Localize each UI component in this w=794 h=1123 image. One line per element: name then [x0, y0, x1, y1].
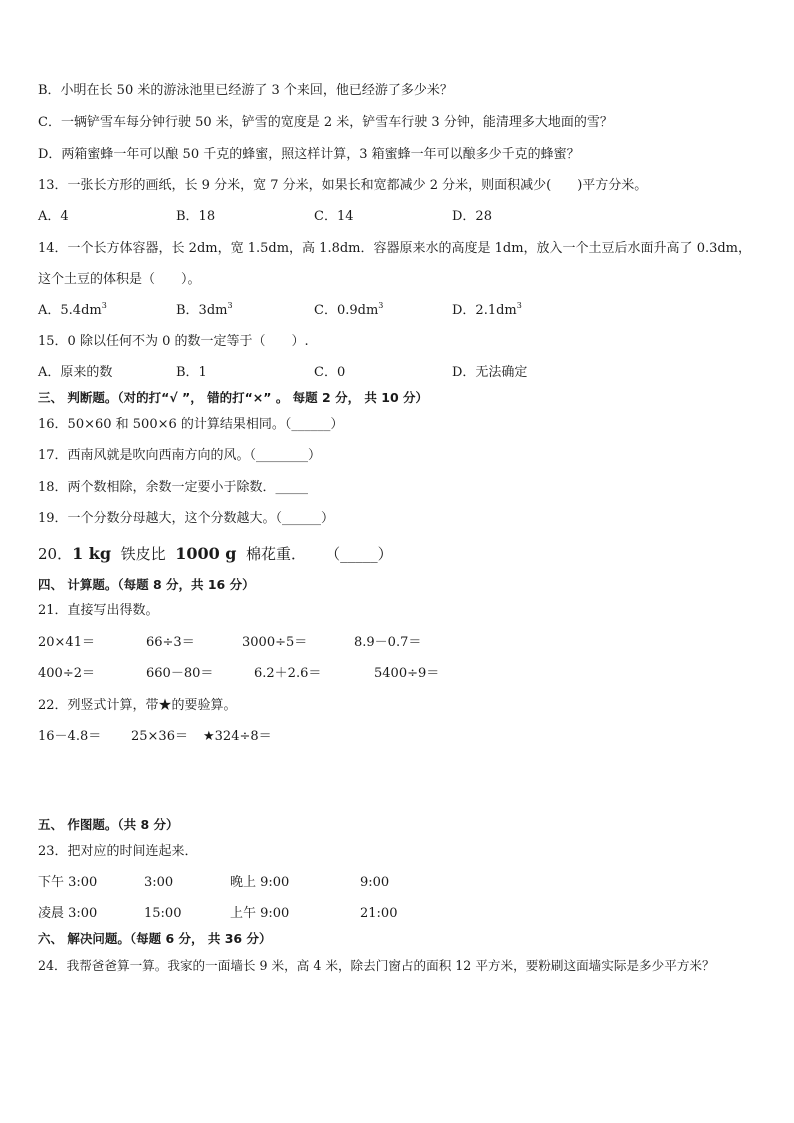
q21-item: 5400÷9＝ — [374, 666, 440, 681]
q23-time-left: 3:00 — [144, 875, 174, 890]
q14-option-d: D．$2.1dm^3$ — [452, 301, 522, 318]
q13-option-b: B．18 — [176, 209, 216, 224]
q13-option-a: A．4 — [38, 209, 69, 224]
q23-time-right: 9:00 — [360, 875, 390, 890]
q13-text: 13．一张长方形的画纸，长 9 分米，宽 7 分米，如果长和宽都减少 2 分米，则面积减少( )平方分米。 — [38, 178, 648, 193]
q12-option-c: C．一辆铲雪车每分钟行驶 50 米，铲雪的宽度是 2 米，铲雪车行驶 3 分钟，能清理多大地面的雪？ — [38, 115, 613, 130]
q24-text: 24．我帮爸爸算一算。我家的一面墙长 9 米，高 4 米，除去门窗占的面积 12 平方米，要粉刷这面墙实际是多少平方米？ — [38, 958, 715, 973]
q16-text: 16．50×60 和 500×6 的计算结果相同。（______） — [38, 417, 344, 432]
section-5-heading: 五、 作图题。（共 8 分） — [38, 817, 179, 832]
q19-text: 19．一个分数分母越大，这个分数越大。（______） — [38, 511, 335, 526]
q17-text: 17．西南风就是吹向西南方向的风。（________） — [38, 448, 322, 463]
q12-option-d: D．两箱蜜蜂一年可以酿 50 千克的蜂蜜，照这样计算，3 箱蜜蜂一年可以酿多少千克的蜂蜜？ — [38, 147, 580, 162]
q14-option-b: B．$3dm^3$ — [176, 301, 233, 318]
q21-item: 6.2＋2.6＝ — [254, 666, 322, 681]
q20-text: 20．1 kg 铁皮比 1000 g 棉花重． （_____） — [38, 544, 393, 563]
q13-option-d: D．28 — [452, 209, 492, 224]
q14-option-a: A．$5.4dm^3$ — [38, 301, 107, 318]
q23-time-left: 凌晨 3:00 — [38, 906, 98, 921]
q21-item: 8.9－0.7＝ — [354, 635, 422, 650]
q22-item: ★324÷8＝ — [203, 729, 272, 744]
q14-text-line2: 这个土豆的体积是（ ）。 — [38, 272, 201, 287]
q22-item: 25×36＝ — [131, 729, 188, 744]
q23-time-left: 15:00 — [144, 906, 182, 921]
q21-item: 400÷2＝ — [38, 666, 95, 681]
q13-option-c: C．14 — [314, 209, 354, 224]
q15-option-b: B．1 — [176, 365, 207, 380]
q15-option-a: A．原来的数 — [38, 365, 113, 380]
q22-text: 22．列竖式计算，带★的要验算。 — [38, 698, 237, 713]
q23-time-right: 21:00 — [360, 906, 398, 921]
q15-text: 15．0 除以任何不为 0 的数一定等于（ ）. — [38, 334, 309, 349]
q15-option-d: D．无法确定 — [452, 365, 528, 380]
q23-time-right: 上午 9:00 — [230, 906, 290, 921]
section-4-heading: 四、 计算题。（每题 8 分，共 16 分） — [38, 577, 255, 592]
q23-time-left: 下午 3:00 — [38, 875, 98, 890]
section-6-heading: 六、 解决问题。（每题 6 分， 共 36 分） — [38, 931, 272, 946]
q12-option-b: B．小明在长 50 米的游泳池里已经游了 3 个来回，他已经游了多少米？ — [38, 83, 453, 98]
q23-text: 23．把对应的时间连起来． — [38, 844, 198, 859]
q14-option-c: C．$0.9dm^3$ — [314, 301, 384, 318]
q21-item: 20×41＝ — [38, 635, 95, 650]
q21-item: 66÷3＝ — [146, 635, 195, 650]
section-3-heading: 三、 判断题。（对的打“√ ”， 错的打“×” 。 每题 2 分， 共 10 分） — [38, 390, 429, 405]
q22-item: 16－4.8＝ — [38, 729, 102, 744]
q18-text: 18．两个数相除，余数一定要小于除数．_____ — [38, 480, 309, 495]
q21-item: 660－80＝ — [146, 666, 214, 681]
q14-text-line1: 14．一个长方体容器，长 2dm，宽 1.5dm，高 1.8dm．容器原来水的高度是 1dm，放入一个土豆后水面升高了 0.3dm， — [38, 241, 752, 256]
q15-option-c: C．0 — [314, 365, 346, 380]
q21-text: 21．直接写出得数。 — [38, 603, 159, 618]
q21-item: 3000÷5＝ — [242, 635, 308, 650]
q23-time-right: 晚上 9:00 — [230, 875, 290, 890]
